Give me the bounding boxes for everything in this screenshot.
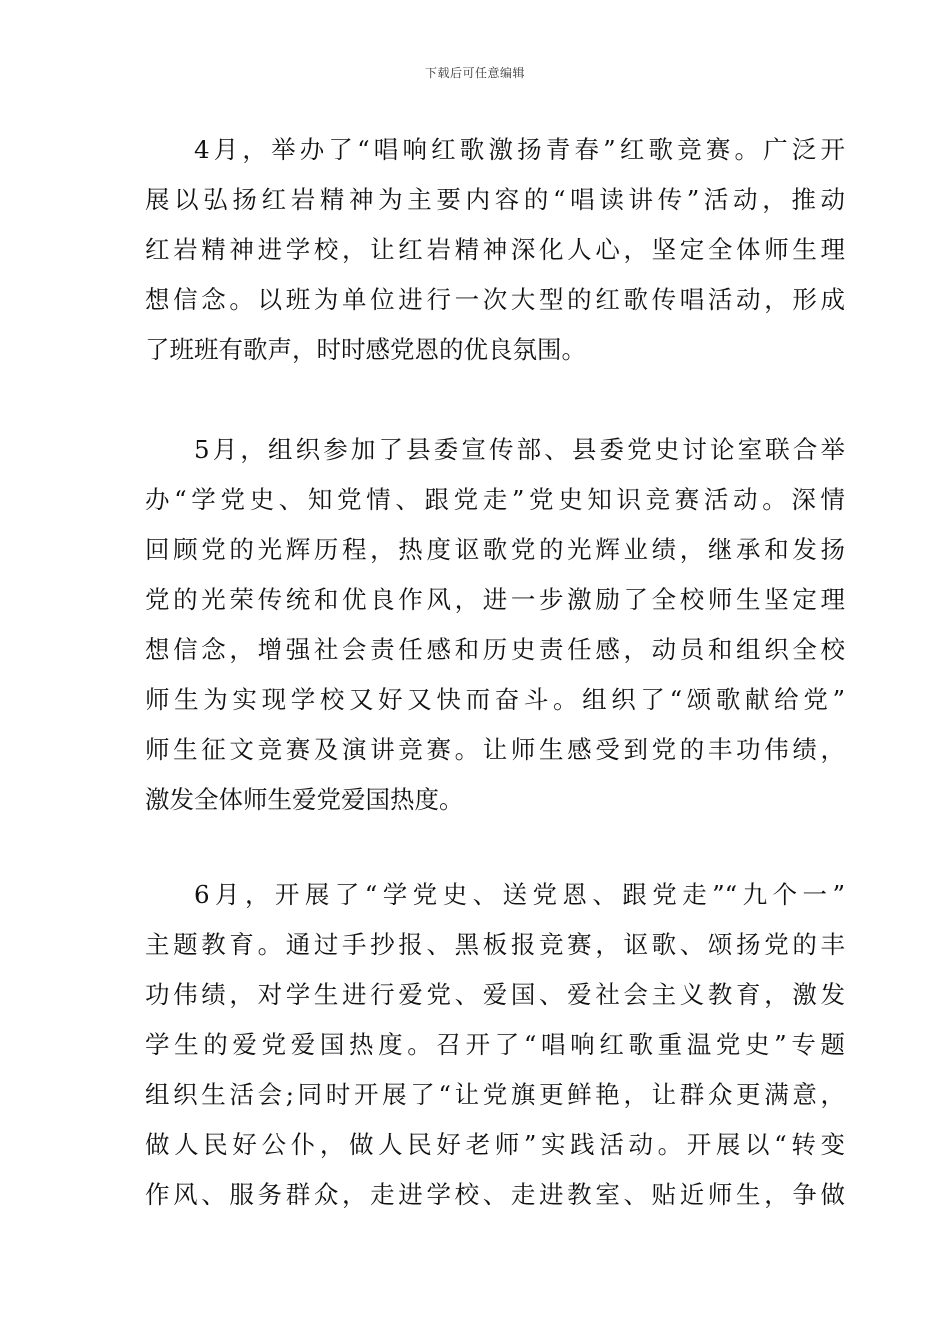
text-line: 了班班有歌声，时时感党恩的优良氛围。 bbox=[145, 335, 586, 364]
header-note: 下载后可任意编辑 bbox=[424, 66, 525, 80]
text-line: 展以弘扬红岩精神为主要内容的“唱读讲传”活动，推动 bbox=[145, 185, 845, 214]
text-line: 红岩精神进学校，让红岩精神深化人心，坚定全体师生理 bbox=[145, 235, 845, 264]
text-line: 师生为实现学校又好又快而奋斗。组织了“颂歌献给党” bbox=[145, 685, 845, 714]
text-line: 想信念，增强社会责任感和历史责任感，动员和组织全校 bbox=[145, 635, 845, 664]
text-line: 党的光荣传统和优良作风，进一步激励了全校师生坚定理 bbox=[145, 585, 845, 614]
text-line: 激发全体师生爱党爱国热度。 bbox=[145, 785, 464, 814]
text-line: 主题教育。通过手抄报、黑板报竞赛，讴歌、颂扬党的丰 bbox=[145, 930, 845, 959]
text-line: 想信念。以班为单位进行一次大型的红歌传唱活动，形成 bbox=[145, 285, 845, 314]
text-line: 作风、服务群众，走进学校、走进教室、贴近师生，争做 bbox=[145, 1180, 845, 1209]
text-line: 组织生活会;同时开展了“让党旗更鲜艳，让群众更满意， bbox=[145, 1080, 845, 1109]
text-line: 5月，组织参加了县委宣传部、县委党史讨论室联合举 bbox=[194, 435, 845, 464]
text-line: 做人民好公仆，做人民好老师”实践活动。开展以“转变 bbox=[145, 1130, 845, 1159]
text-line: 回顾党的光辉历程，热度讴歌党的光辉业绩，继承和发扬 bbox=[145, 535, 845, 564]
text-line: 6月，开展了“学党史、送党恩、跟党走”“九个一” bbox=[194, 880, 845, 909]
text-line: 师生征文竞赛及演讲竞赛。让师生感受到党的丰功伟绩， bbox=[145, 735, 845, 764]
text-line: 4月，举办了“唱响红歌激扬青春”红歌竞赛。广泛开 bbox=[194, 135, 845, 164]
text-line: 功伟绩，对学生进行爱党、爱国、爱社会主义教育，激发 bbox=[145, 980, 845, 1009]
text-line: 办“学党史、知党情、跟党走”党史知识竞赛活动。深情 bbox=[145, 485, 845, 514]
text-line: 学生的爱党爱国热度。召开了“唱响红歌重温党史”专题 bbox=[145, 1030, 845, 1059]
